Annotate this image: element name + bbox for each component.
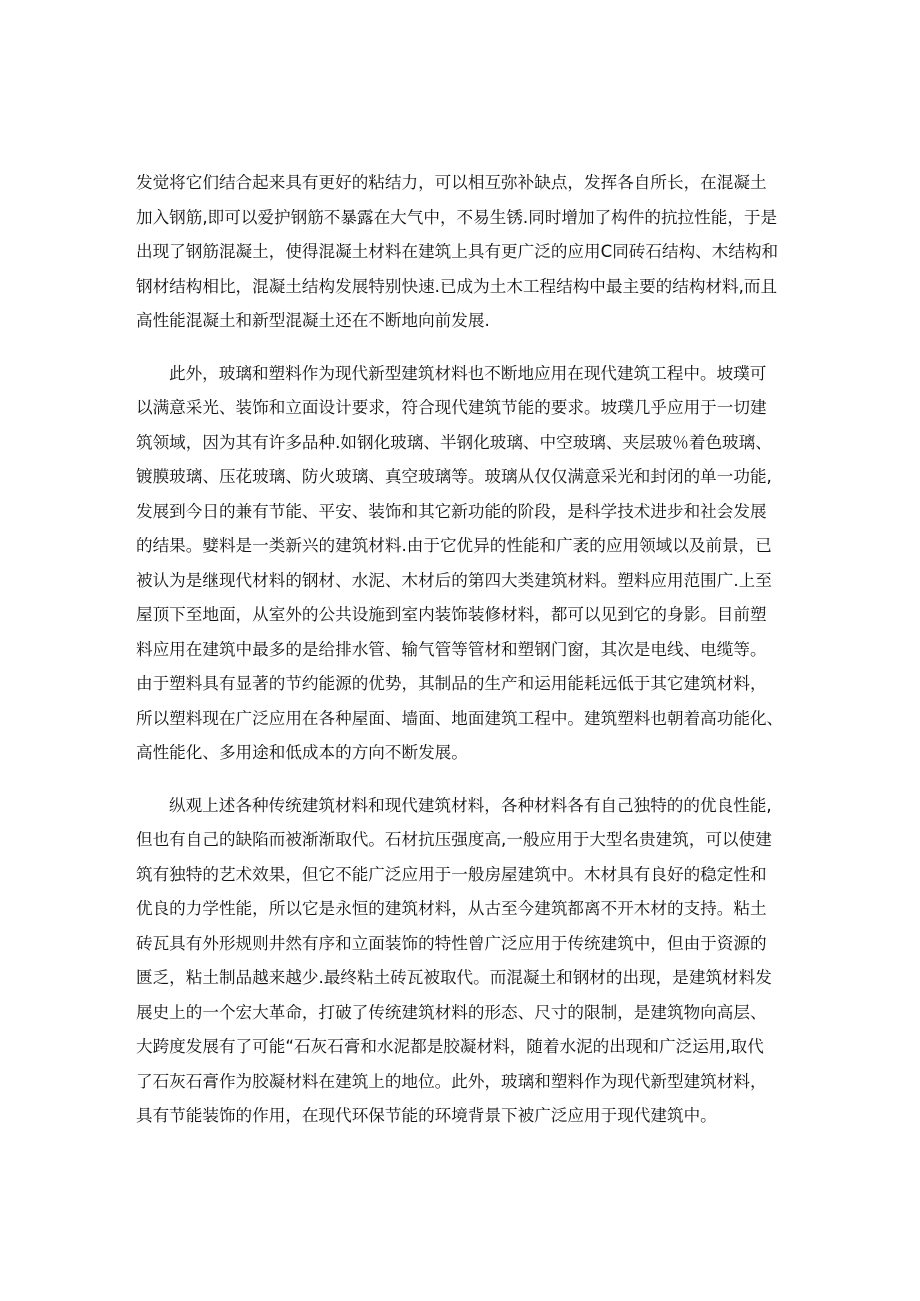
text-line: 发展到今日的兼有节能、平安、装饰和其它新功能的阶段，是科学技术进步和社会发展 (136, 501, 767, 521)
text-line: 发觉将它们结合起来具有更好的粘结力，可以相互弥补缺点，发挥各自所长，在混凝土 (136, 173, 767, 192)
text-line: 的结果。嬖料是一类新兴的建筑材料.由于它优异的性能和广袤的应用领域以及前景，已 (136, 536, 772, 555)
text-line: 加入钢筋,即可以爱护钢筋不暴露在大气中，不易生锈.同时增加了构件的抗拉性能，于是 (136, 207, 778, 227)
text-line: 匮乏，粘土制品越来越少.最终粘土砖瓦被取代。而混凝土和钢材的出现，是建筑材料发 (136, 968, 772, 987)
text-line: 以满意采光、装饰和立面设计要求，符合现代建筑节能的要求。坡璞几乎应用于一切建 (136, 398, 767, 417)
text-line: 由于塑料具有显著的节约能源的优势，其制品的生产和运用能耗远低于其它建筑材料， (136, 674, 767, 693)
text-line: 砖瓦具有外形规则井然有序和立面装饰的特性曾广泛应用于传统建筑中，但由于资源的 (136, 933, 767, 953)
text-line: 筑领域，因为其有许多品种.如钢化玻璃、半钢化玻璃、中空玻璃、夹层玻％着色玻璃、 (136, 432, 772, 452)
text-line: 高性能混凝土和新型混凝土还在不断地向前发展. (136, 311, 490, 330)
body-text (136, 166, 786, 1134)
text-line: 但也有自己的缺陷而被渐渐取代。石材抗压强度高,一般应用于大型名贵建筑，可以使建 (136, 830, 772, 849)
text-line: 筑有独特的艺术效果，但它不能广泛应用于一般房屋建筑中。木材具有良好的稳定性和 (136, 864, 767, 884)
text-line: 所以塑料现在广泛应用在各种屋面、墙面、地面建筑工程中。建筑塑料也朝着高功能化、 (136, 708, 784, 728)
text-line: 具有节能装饰的作用，在现代环保节能的环境背景下被广泛应用于现代建筑中。 (136, 1106, 717, 1125)
text-line: 被认为是继现代材料的钢材、水泥、木材后的第四大类建筑材料。塑料应用范围广.上至 (136, 570, 772, 590)
paragraph-3 (136, 789, 786, 1134)
text-line: 此外，玻璃和塑料作为现代新型建筑材料也不断地应用在现代建筑工程中。坡璞可 (169, 363, 767, 383)
text-line: 优良的力学性能，所以它是永恒的建筑材料，从古至今建筑都离不开木材的支持。粘土 (136, 899, 767, 918)
text-line: 屋顶下至地面，从室外的公共设施到室内装饰装修材料，都可以见到它的身影。目前塑 (136, 605, 767, 624)
text-line: 了石灰石膏作为胶凝材料在建筑上的地位。此外，玻璃和塑料作为现代新型建筑材料， (136, 1071, 767, 1091)
paragraph-1 (136, 166, 786, 339)
text-line: 展史上的一个宏大革命，打破了传统建筑材料的形态、尺寸的限制，是建筑物向高层、 (136, 1002, 767, 1022)
text-line: 出现了钢筋混凝土，使得混凝土材料在建筑上具有更广泛的应用C同砖石结构、木结构和 (136, 242, 779, 261)
text-line: 大跨度发展有了可能“石灰石膏和水泥都是胶凝材料，随着水泥的出现和广泛运用,取代 (136, 1037, 764, 1056)
text-line: 高性能化、多用途和低成本的方向不断发展。 (136, 743, 468, 762)
text-line: 镀膜玻璃、压花玻璃、防火玻璃、真空玻璃等。玻璃从仅仅满意采光和封闭的单一功能, (136, 467, 772, 486)
paragraph-2 (136, 357, 786, 771)
text-line: 钢材结构相比，混凝土结构发展特别快速.已成为土木工程结构中最主要的结构材料,而且 (136, 276, 778, 296)
text-line: 纵观上述各种传统建筑材料和现代建筑材料，各种材料各有自己独特的的优良性能, (169, 795, 772, 815)
text-line: 料应用在建筑中最多的是给排水管、输气管等管材和塑钢门窗，其次是电线、电缆等。 (136, 639, 767, 659)
